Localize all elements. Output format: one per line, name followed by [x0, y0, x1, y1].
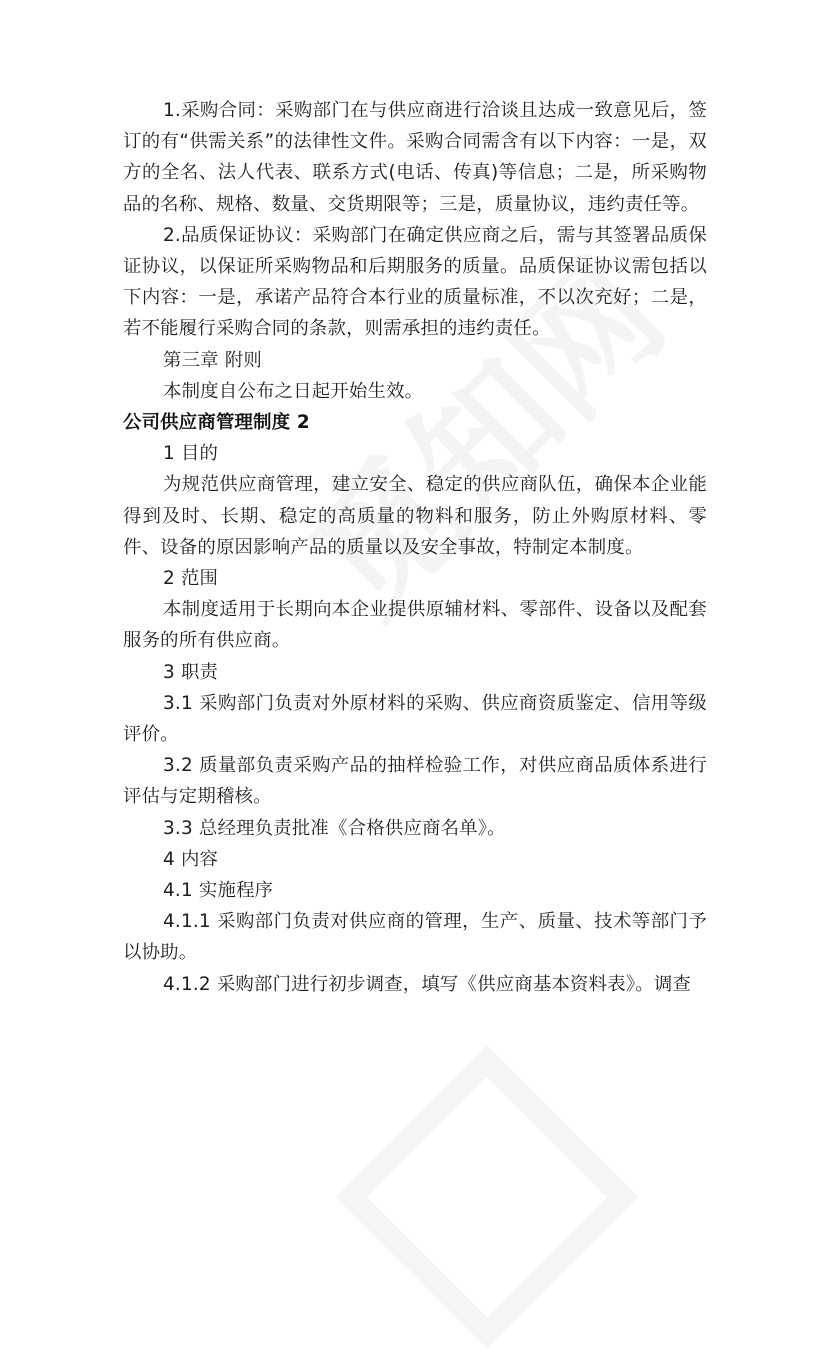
heading-purpose: 1 目的	[163, 443, 219, 465]
paragraph-4-1-1: 4.1.1 采购部门负责对供应商的管理，生产、质量、技术等部门予以协助。	[123, 911, 707, 964]
paragraph-quality-agreement: 2.品质保证协议：采购部门在确定供应商之后，需与其签署品质保证协议，以保证所采购物品和后期服务的质量。品质保证协议需包括以下内容：一是，承诺产品符合本行业的质量标准，不以次充好；二是，若不能履行采购合同的条款，则需承担的违约责任。	[123, 224, 707, 340]
paragraph-purchase-contract: 1.采购合同：采购部门在与供应商进行洽谈且达成一致意见后，签订的有“供需关系”的法律性文件。采购合同需含有以下内容：一是，双方的全名、法人代表、联系方式(电话、传真)等信息；二是，所采购物品的名称、规格、数量、交货期限等；三是，质量协议，违约责任等。	[123, 100, 707, 215]
document-body	[123, 95, 707, 1000]
paragraph-3-2: 3.2 质量部负责采购产品的抽样检验工作，对供应商品质体系进行评估与定期稽核。	[123, 755, 707, 808]
heading-scope: 2 范围	[163, 568, 219, 590]
paragraph-scope: 本制度适用于长期向本企业提供原辅材料、零部件、设备以及配套服务的所有供应商。	[123, 599, 707, 652]
heading-responsibilities: 3 职责	[163, 661, 219, 683]
paragraph-purpose: 为规范供应商管理，建立安全、稳定的供应商队伍，确保本企业能得到及时、长期、稳定的高质量的物料和服务，防止外购原材料、零件、设备的原因影响产品的质量以及安全事故，特制定本制度。	[123, 474, 707, 558]
paragraph-3-3: 3.3 总经理负责批准《合格供应商名单》。	[163, 817, 506, 839]
section-title: 公司供应商管理制度 2	[123, 412, 310, 434]
paragraph-3-1: 3.1 采购部门负责对外原材料的采购、供应商资质鉴定、信用等级评价。	[123, 692, 707, 746]
heading-4-1: 4.1 实施程序	[163, 880, 274, 902]
watermark-logo-icon	[336, 1046, 639, 1348]
paragraph-effective: 本制度自公布之日起开始生效。	[163, 380, 424, 402]
paragraph-4-1-2: 4.1.2 采购部门进行初步调查，填写《供应商基本资料表》。调查	[163, 973, 691, 995]
chapter-heading-appendix: 第三章 附则	[163, 349, 262, 371]
heading-content: 4 内容	[163, 848, 219, 870]
